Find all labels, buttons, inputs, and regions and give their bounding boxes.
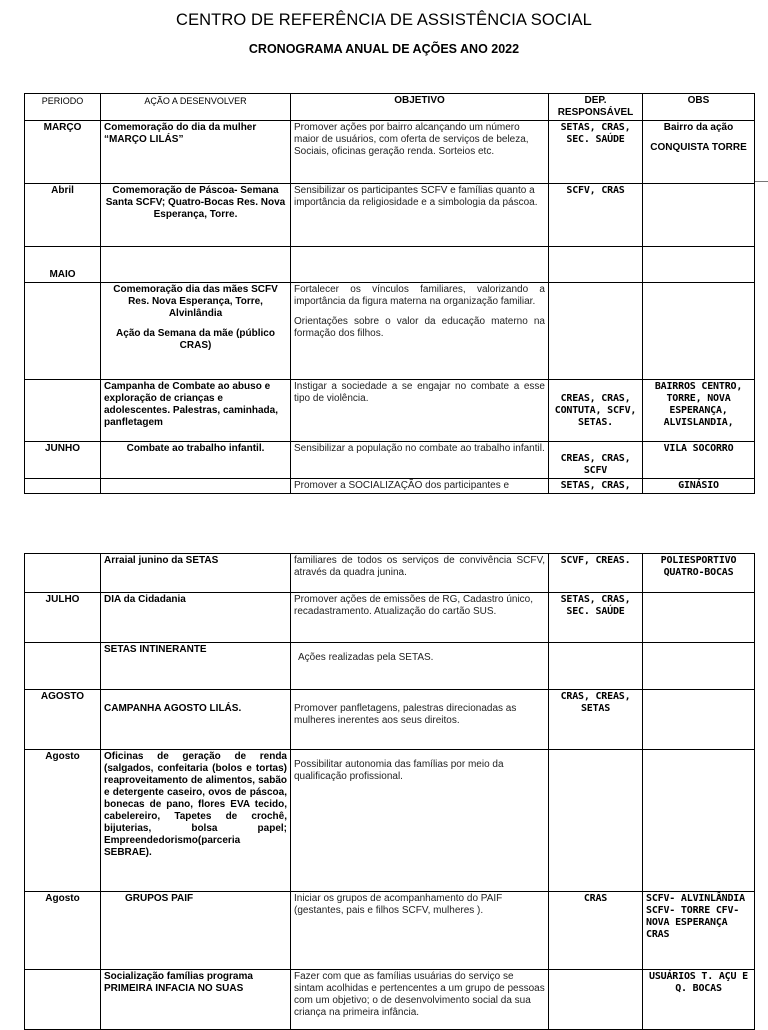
acao-line: Res. Nova Esperança, Torre, Alvinlândia <box>128 296 263 319</box>
dep-cell: CREAS, CRAS, SCFV <box>549 442 643 479</box>
period-cell: MAIO <box>25 247 101 283</box>
table-row-socializacao-cut <box>25 479 755 494</box>
period-cell: Agosto <box>25 892 101 970</box>
acao-cell: Arraial junino da SETAS <box>101 554 291 593</box>
header-acao: AÇÃO A DESENVOLVER <box>101 94 291 121</box>
acao-line: “MARÇO LILÁS” <box>104 134 184 145</box>
acao-line: PRIMEIRA INFACIA NO SUAS <box>104 983 244 994</box>
acao-cell <box>101 970 291 1030</box>
objetivo-cell: Promover ações de emissões de RG, Cadastro único, recadastramento. Atualização do cartão SUS. <box>291 593 549 643</box>
objetivo-line: Orientações sobre o valor da educação materno na formação dos filhos. <box>294 316 545 339</box>
margin-stroke <box>754 181 768 182</box>
table-row-paif <box>25 892 755 970</box>
objetivo-cell: Instigar a sociedade a se engajar no combate a esse tipo de violência. <box>291 380 549 442</box>
objetivo-cell: Possibilitar autonomia das famílias por meio da qualificação profissional. <box>291 750 549 892</box>
obs-line: Bairro da ação <box>663 122 734 133</box>
obs-cell <box>643 643 755 690</box>
acao-line: Ação da Semana da mãe (público CRAS) <box>116 328 275 351</box>
obs-cell <box>643 121 755 184</box>
acao-cell <box>101 247 291 283</box>
objetivo-cell: Promover ações por bairro alcançando um número maior de usuários, com oferta de serviços de beleza, Sociais, oficinas geração renda. Sorteios etc. <box>291 121 549 184</box>
period-cell <box>25 970 101 1030</box>
dep-cell <box>549 283 643 380</box>
dep-cell: CRAS, CREAS, SETAS <box>549 690 643 750</box>
obs-cell: USUÁRIOS T. AÇU E Q. BOCAS <box>643 970 755 1030</box>
header-objetivo: OBJETIVO <box>291 94 549 121</box>
table-row-oficinas <box>25 750 755 892</box>
table-row-agosto-lilas <box>25 690 755 750</box>
header-dep-line1: DEP. <box>584 95 607 106</box>
period-cell <box>25 283 101 380</box>
dep-cell: CRAS <box>549 892 643 970</box>
header-periodo: PERIODO <box>25 94 101 121</box>
period-cell <box>25 479 101 494</box>
obs-cell: GINÁSIO <box>643 479 755 494</box>
period-cell <box>25 554 101 593</box>
obs-cell <box>643 283 755 380</box>
dep-cell <box>549 247 643 283</box>
obs-cell <box>643 247 755 283</box>
acao-cell: GRUPOS PAIF <box>101 892 291 970</box>
acao-cell: CAMPANHA AGOSTO LILÁS. <box>101 690 291 750</box>
table-row-julho <box>25 593 755 643</box>
obs-line: CONQUISTA TORRE <box>650 142 747 153</box>
period-cell: AGOSTO <box>25 690 101 750</box>
period-cell: Abril <box>25 184 101 247</box>
period-cell <box>25 643 101 690</box>
dep-cell <box>549 643 643 690</box>
dep-cell: SETAS, CRAS, SEC. SAÚDE <box>549 121 643 184</box>
objetivo-cell: familiares de todos os serviços de convivência SCFV, através da quadra junina. <box>291 554 549 593</box>
obs-cell: SCFV- ALVINLÂNDIA SCFV- TORRE CFV- NOVA ESPERANÇA CRAS <box>643 892 755 970</box>
period-cell: Agosto <box>25 750 101 892</box>
acao-line: Socialização famílias programa <box>104 971 253 982</box>
schedule-table-page-2 <box>24 553 755 1030</box>
acao-line: Comemoração dia das mães SCFV <box>113 284 278 295</box>
document-subtitle: CRONOGRAMA ANUAL DE AÇÕES ANO 2022 <box>248 42 520 56</box>
acao-cell: Oficinas de geração de renda (salgados, confeitaria (bolos e tortas) reaproveitamento de alimentos, sabão e detergente caseiro, ovos de páscoa, bonecas de pano, flores EVA tecido, cabelereiro, Tapetes de crochê, bijuterias, bolsa papel; Empreendedorismo(parceria SEBRAE). <box>101 750 291 892</box>
obs-cell <box>643 184 755 247</box>
obs-cell: VILA SOCORRO <box>643 442 755 479</box>
objetivo-line: Fortalecer os vínculos familiares, valorizando a importância da figura materna na organização familiar. <box>294 284 545 307</box>
acao-cell <box>101 479 291 494</box>
schedule-table-page-1 <box>24 93 755 494</box>
acao-line: Comemoração do dia da mulher <box>104 122 257 133</box>
objetivo-cell <box>291 283 549 380</box>
header-dep-line2: RESPONSÁVEL <box>557 107 634 118</box>
period-cell: JUNHO <box>25 442 101 479</box>
table-row-dia-das-maes <box>25 283 755 380</box>
period-cell: MARÇO <box>25 121 101 184</box>
table-row-combate-abuso <box>25 380 755 442</box>
objetivo-cell: Ações realizadas pela SETAS. <box>291 643 549 690</box>
period-cell: JULHO <box>25 593 101 643</box>
acao-cell: DIA da Cidadania <box>101 593 291 643</box>
table-row-primeira-infancia <box>25 970 755 1030</box>
dep-cell: SCVF, CREAS. <box>549 554 643 593</box>
dep-cell <box>549 750 643 892</box>
acao-cell: Campanha de Combate ao abuso e exploração de crianças e adolescentes. Palestras, caminhada, panfletagem <box>101 380 291 442</box>
dep-cell <box>549 970 643 1030</box>
table-row-marco <box>25 121 755 184</box>
acao-cell <box>101 283 291 380</box>
obs-cell <box>643 593 755 643</box>
acao-cell: Comemoração de Páscoa- Semana Santa SCFV; Quatro-Bocas Res. Nova Esperança, Torre. <box>101 184 291 247</box>
obs-cell: BAIRROS CENTRO, TORRE, NOVA ESPERANÇA, ALVISLANDIA, <box>643 380 755 442</box>
header-dep <box>549 94 643 121</box>
obs-cell <box>643 690 755 750</box>
objetivo-cell <box>291 247 549 283</box>
header-obs: OBS <box>643 94 755 121</box>
dep-cell: CREAS, CRAS, CONTUTA, SCFV, SETAS. <box>549 380 643 442</box>
objetivo-cell: Fazer com que as famílias usuárias do serviço se sintam acolhidas e pertencentes a um grupo de pessoas com um objetivo; o de desenvolvimento social da sua criança na primeira infância. <box>291 970 549 1030</box>
document-title: CENTRO DE REFERÊNCIA DE ASSISTÊNCIA SOCIAL <box>176 11 592 29</box>
dep-cell: SETAS, CRAS, SEC. SAÚDE <box>549 593 643 643</box>
objetivo-cell: Iniciar os grupos de acompanhamento do PAIF (gestantes, pais e filhos SCFV, mulheres ). <box>291 892 549 970</box>
dep-cell: SETAS, CRAS, <box>549 479 643 494</box>
objetivo-cell: Sensibilizar a população no combate ao trabalho infantil. <box>291 442 549 479</box>
acao-cell: Combate ao trabalho infantil. <box>101 442 291 479</box>
table-row-junho <box>25 442 755 479</box>
acao-cell: SETAS INTINERANTE <box>101 643 291 690</box>
acao-cell <box>101 121 291 184</box>
objetivo-cell: Promover a SOCIALIZAÇÃO dos participantes e <box>291 479 549 494</box>
obs-cell: POLIESPORTIVO QUATRO-BOCAS <box>643 554 755 593</box>
header-row <box>25 94 755 121</box>
objetivo-cell: Promover panfletagens, palestras direcionadas as mulheres inerentes aos seus direitos. <box>291 690 549 750</box>
dep-cell: SCFV, CRAS <box>549 184 643 247</box>
obs-cell <box>643 750 755 892</box>
table-row-arraial <box>25 554 755 593</box>
objetivo-cell: Sensibilizar os participantes SCFV e famílias quanto a importância da religiosidade e a simbologia da páscoa. <box>291 184 549 247</box>
table-row-itinerante <box>25 643 755 690</box>
period-cell <box>25 380 101 442</box>
table-row-abril <box>25 184 755 247</box>
table-row-maio <box>25 247 755 283</box>
